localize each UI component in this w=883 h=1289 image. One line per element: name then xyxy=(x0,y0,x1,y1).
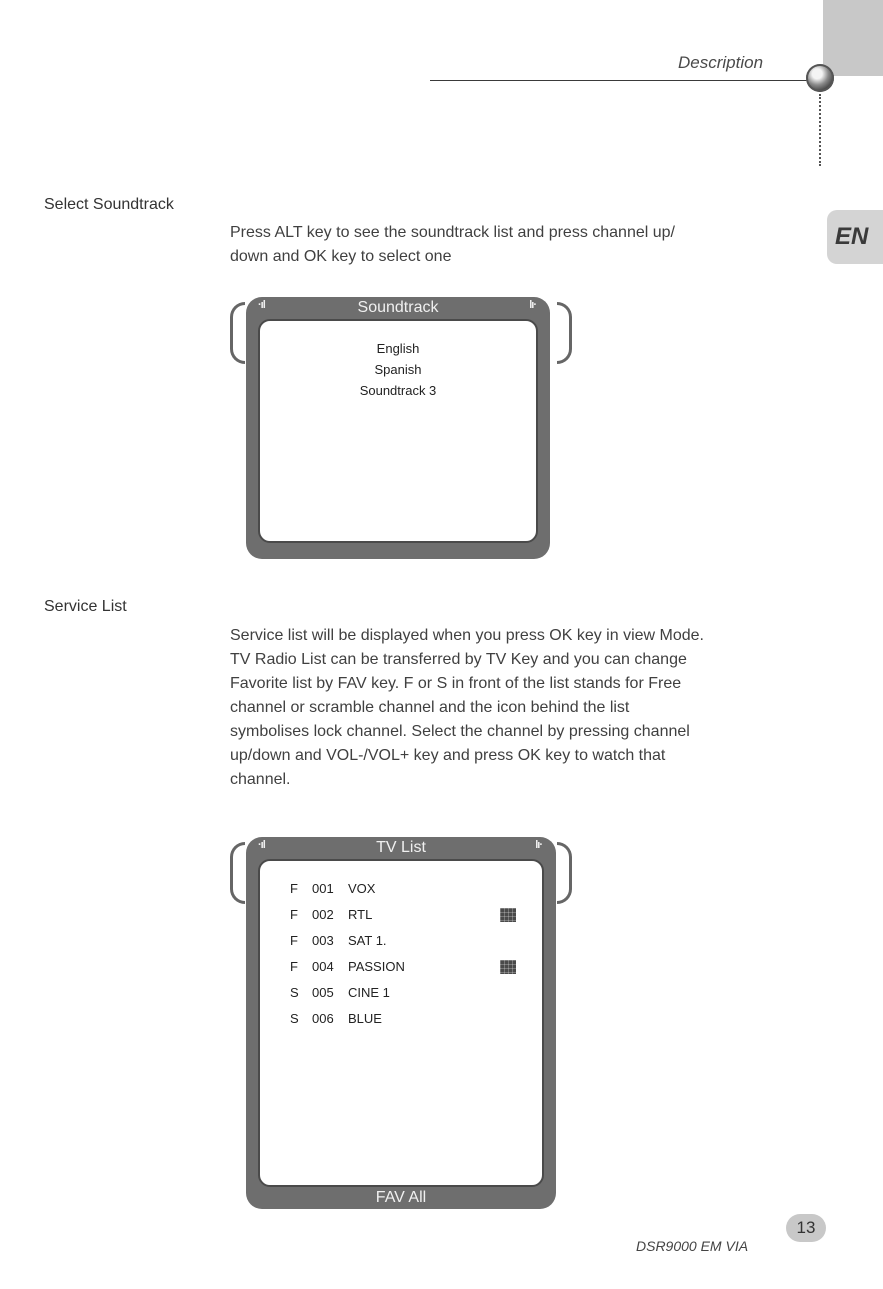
tv-list-title: TV List xyxy=(376,839,426,856)
channel-type: F xyxy=(290,881,298,896)
text-line: Press ALT key to see the soundtrack list and press channel up/ xyxy=(230,224,675,241)
fav-all-label[interactable]: FAV All xyxy=(375,1189,427,1206)
corner-tab xyxy=(823,0,883,76)
signal-right-icon: lı· xyxy=(535,839,542,851)
language-tab: EN xyxy=(827,210,883,264)
channel-name: SAT 1. xyxy=(348,933,387,948)
soundtrack-description xyxy=(230,221,820,269)
soundtrack-screen xyxy=(246,297,550,559)
soundtrack-option[interactable]: English xyxy=(376,341,420,356)
channel-name: RTL xyxy=(348,907,373,922)
section-title: Description xyxy=(678,53,764,72)
channel-number: 005 xyxy=(312,985,334,1000)
channel-number: 004 xyxy=(312,959,334,974)
channel-row[interactable] xyxy=(290,985,390,1000)
channel-row[interactable] xyxy=(290,933,387,948)
lock-icon xyxy=(500,960,516,974)
channel-number: 002 xyxy=(312,907,334,922)
channel-type: F xyxy=(290,933,298,948)
text-line: channel or scramble channel and the icon behind the list xyxy=(230,699,630,716)
soundtrack-option[interactable]: Spanish xyxy=(374,362,422,377)
channel-row[interactable] xyxy=(290,959,405,974)
text-line: channel. xyxy=(230,771,291,788)
service-list-description xyxy=(230,624,820,792)
soundtrack-heading: Select Soundtrack xyxy=(44,196,174,213)
signal-left-icon: ·ıl xyxy=(258,299,265,311)
channel-name: PASSION xyxy=(348,959,405,974)
screen-bracket-right xyxy=(557,842,572,904)
text-line: Service list will be displayed when you press OK key in view Mode. xyxy=(230,627,704,644)
channel-number: 003 xyxy=(312,933,334,948)
service-list-heading: Service List xyxy=(44,598,127,615)
screen-bracket-left xyxy=(230,842,245,904)
bullet-icon xyxy=(806,64,834,92)
page-number: 13 xyxy=(786,1214,826,1242)
channel-row[interactable] xyxy=(290,1011,382,1026)
soundtrack-list xyxy=(258,319,538,543)
text-line: Favorite list by FAV key. F or S in front of the list stands for Free xyxy=(230,675,682,692)
dotted-line xyxy=(819,94,821,166)
screen-bracket-left xyxy=(230,302,245,364)
soundtrack-option[interactable]: Soundtrack 3 xyxy=(359,383,437,398)
channel-list xyxy=(258,859,544,1187)
signal-right-icon: lı· xyxy=(529,299,536,311)
channel-type: F xyxy=(290,959,298,974)
text-line: down and OK key to select one xyxy=(230,248,452,265)
channel-row[interactable] xyxy=(290,907,372,922)
screen-bracket-right xyxy=(557,302,572,364)
channel-name: CINE 1 xyxy=(348,985,390,1000)
channel-type: S xyxy=(290,1011,299,1026)
signal-left-icon: ·ıl xyxy=(258,839,265,851)
channel-type: F xyxy=(290,907,298,922)
channel-type: S xyxy=(290,985,299,1000)
text-line: symbolises lock channel. Select the channel by pressing channel xyxy=(230,723,690,740)
channel-number: 006 xyxy=(312,1011,334,1026)
text-line: TV Radio List can be transferred by TV Key and you can change xyxy=(230,651,687,668)
channel-name: VOX xyxy=(348,881,376,896)
channel-name: BLUE xyxy=(348,1011,382,1026)
model-name: DSR9000 EM VIA xyxy=(636,1238,749,1254)
tv-list-screen xyxy=(246,837,556,1209)
text-line: up/down and VOL-/VOL+ key and press OK key to watch that xyxy=(230,747,666,764)
channel-row[interactable] xyxy=(290,881,375,896)
header-rule xyxy=(430,80,818,81)
soundtrack-screen-title: Soundtrack xyxy=(357,299,439,316)
lock-icon xyxy=(500,908,516,922)
channel-number: 001 xyxy=(312,881,334,896)
